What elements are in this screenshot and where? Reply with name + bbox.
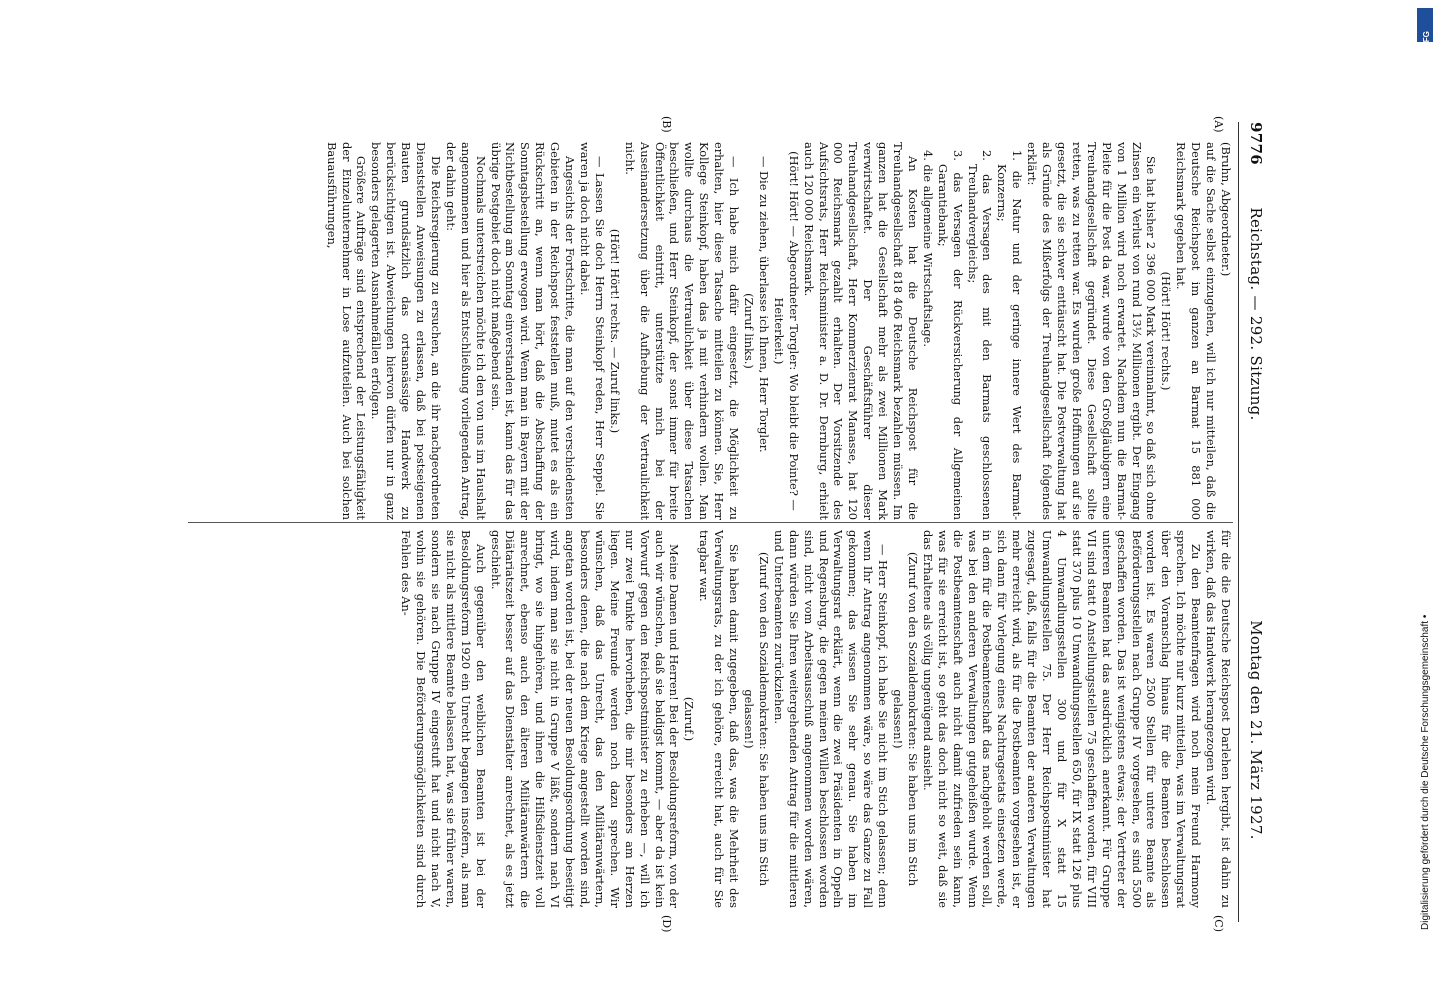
session-title: Reichstag. — 292. Sitzung.: [1247, 207, 1265, 421]
margin-marker-d: (D): [660, 915, 673, 933]
paragraph: Nochmals unterstreichen möchte ich den von uns im Haushalt angenommenen und hier als Entschließung vorliegenden Antrag, der dahin geht:: [443, 142, 488, 520]
paragraph: — Ich habe mich dafür eingesetzt, die Möglichkeit zu erhalten, hier diese Tatsache mitteilen zu können. Sie, Herr Kollege Steinkopf, haben das ja mit verhindern wollen. Man wollte durchaus die Vertraulichkeit über diese Tatsachen beschließen, und Herr Steinkopf, der sonst immer für breite Öffentlichkeit eintritt, unterstützte mich bei der Auseinandersetzung über die Aufhebung der Vertraulichkeit nicht.: [622, 142, 742, 520]
paragraph: Angesichts der Fortschritte, die man auf den verschiedensten Gebieten in der Reichspost feststellen muß, mutet es als ein Rückschritt an, wenn man hört, daß die Abschaffung der Sonntagsbestellung erwogen wird. Wenn man in Bayern mit der Nichtbestellung am Sonntag einverstanden ist, kann das für das übrige Postgebiet doch nicht maßgebend sein.: [488, 142, 578, 520]
list-item: 1. die Natur und der geringe innere Wert des Barmat-Konzerns;: [995, 150, 1025, 520]
paragraph: Zu den Beamtenfragen wird noch mein Freund Harmony sprechen. Ich möchte nur kurz mitteilen, was im Verwaltungsrat über den Voranschlag hinaus für die Beamten beschlossen worden ist. Es waren 2500 Stellen für untere Beamte als Beförderungsstellen nach Gruppe IV vorgesehen, es sind 5500 geschaffen worden. Das ist wenigstens etwas; der Vertreter der unteren Beamten hat das ausdrücklich anerkannt. Für Gruppe VII sind statt 0 Anstellungsstellen 75 geschaffen worden, für VIII statt 370 plus 10 Umwandlungsstellen 650, für IX statt 126 plus 4 Umwandlungsstellen 300 und für X statt 15 Umwandlungsstellen 75. Der Herr Reichspostminister hat zugesagt, daß, falls für die Beamten der anderen Verwaltungen mehr erreicht wird, als für die Postbeamten vorgesehen ist, er sich dann für Vorlegung eines Nachtragsetats einsetzen werde, in dem für die Postbeamtenschaft das nachgeholt werden soll, was bei den anderen Verwaltungen gutgeheißen wurde. Wenn die Postbeamtenschaft auch nicht damit zufrieden sein kann, was für sie erreicht ist, so geht das doch nicht so weit, daß sie das Erhaltene als völlig ungenügend ansieht.: [920, 530, 1204, 908]
interjection: (Zuruf links.): [742, 293, 756, 369]
list-item: 3. das Versagen der Rückversicherung der Allgemeinen Garantiebank;: [935, 150, 965, 520]
interjection: (Hört! Hört! — Abgeordneter Torgler: Wo bleibt die Pointe? — Heiterkeit.): [771, 151, 801, 511]
paragraph: Sie haben damit zugegeben, daß das, was die Mehrheit des Verwaltungsrats, zu der ich gehöre, erreicht hat, auch für Sie tragbar war.: [697, 530, 742, 908]
paragraph: — Die zu ziehen, überlasse ich Ihnen, Herr Torgler.: [756, 156, 771, 453]
paragraph: Sie hat bisher 2 396 000 Mark vereinnahmt, so daß sich ohne Zinsen ein Verlust von rund 13½ Millionen ergibt. Der Eingang von 1 Million wird noch erwartet. Nachdem nun die Barmat-Pleite für die Post da war, wurde von den Großgläubigern eine Treuhandgesellschaft gegründet. Diese Gesellschaft sollte retten, was zu retten war. Es wurden große Hoffnungen auf sie gesetzt, die sie schwer enttäuscht hat. Die Postverwaltung hat als Gründe des Mißerfolgs der Treuhandgesellschaft folgendes erklärt:: [1025, 142, 1159, 520]
interjection: (Hört! Hört! rechts.): [1159, 271, 1174, 391]
interjection: (Zuruf.): [682, 696, 697, 742]
margin-marker-b: (B): [660, 116, 673, 133]
digitization-credit: Digitalisierung gefördert durch die Deutsche Forschungsgemeinschaft •: [1420, 614, 1431, 930]
paragraph: — Lassen Sie doch Herrn Steinkopf reden, Herr Seppel. Sie waren ja doch nicht dabei.: [578, 142, 607, 520]
paragraph: (Bruhn, Abgeordneter.): [1219, 142, 1233, 277]
page-number: 9776: [1247, 122, 1265, 165]
interjection: (Zuruf von den Sozialdemokraten: Sie haben uns im Stich gelassen!): [891, 551, 920, 887]
session-date: Montag den 21. März 1927.: [1247, 620, 1265, 840]
paragraph: Auch gegenüber den weiblichen Beamten ist bei der Besoldungsreform 1920 ein Unrecht begangen insofern, als man sie nicht als mittlere Beamte belassen hat, was sie früher waren, sondern sie nach Gruppe IV eingestuft hat und nicht nach V, wohin sie gehören. Die Beförderungsmöglichkeiten sind durch Fehlen des An-: [399, 530, 488, 908]
margin-marker-c: (C): [1212, 915, 1225, 932]
list-item: 2. das Versagen des mit den Barmats geschlossenen Treuhandvergleichs;: [965, 150, 995, 520]
margin-marker-a: (A): [1212, 116, 1225, 133]
column-divider: [188, 522, 1233, 523]
right-column: [398, 530, 1233, 908]
left-column: [324, 142, 1233, 520]
list-item: 4. die allgemeine Wirtschaftslage.: [920, 150, 935, 348]
paragraph: für die die Deutsche Reichspost Darlehen hergibt, ist dahin zu wirken, daß das Handwerk herangezogen wird.: [1204, 530, 1233, 908]
dfg-sidebar: [1416, 0, 1434, 1000]
printed-page: [184, 116, 1269, 933]
page-header: [1239, 122, 1269, 922]
paragraph: Die Reichsregierung zu ersuchen, an die ihr nachgeordneten Dienststellen Anweisungen zu erlassen, daß bei postseigenen Bauten grundsätzlich das ortsansässige Handwerk zu berücksichtigen ist. Abweichungen hiervon dürfen nur in ganz besonders gelagerten Ausnahmefällen erfolgen.: [369, 142, 443, 520]
interjection: (Zuruf von den Sozialdemokraten: Sie haben uns im Stich gelassen!): [742, 551, 771, 887]
paragraph: — Herr Steinkopf, ich habe Sie nicht im Stich gelassen; denn wenn Ihr Antrag angenommen wäre, so wäre das Ganze zu Fall gekommen; das wissen Sie sehr genau. Sie haben im Verwaltungsrat erklärt, wenn die zwei Präsidenten in Oppeln und Regensburg, die gegen meinen Willen beschlossen worden sind, nicht vom Arbeitsausschuß angenommen worden wären, dann würden Sie Ihren weitergehenden Antrag für die mittleren und Unterbeamten zurückziehen.: [771, 530, 891, 908]
paragraph: An Kosten hat die Deutsche Reichspost für die Treuhandgesellschaft 818 406 Reichsmark bezahlen müssen. Im ganzen hat die Gesellschaft mehr als zwei Millionen Mark verwirtschaftet. Der Geschäftsführer dieser Treuhandgesellschaft, Herr Kommerzienrat Manasse, hat 120 000 Reichsmark gezahlt erhalten. Der Vorsitzende des Aufsichtsrats, Herr Reichsminister a. D. Dr. Dernburg, erhielt auch 120 000 Reichsmark.: [801, 142, 920, 520]
header-rule: [1238, 122, 1239, 922]
paragraph: Größere Aufträge sind entsprechend der Leistungsfähigkeit der Einzelunternehmer in Lose aufzuteilen. Auch bei solchen Bauausführungen,: [324, 142, 369, 520]
dfg-logo: DFG: [1417, 8, 1433, 42]
paragraph: auf die Sache selbst einzugehen, will ich nur mitteilen, daß die Deutsche Reichspost im ganzen an Barmat 15 881 000 Reichsmark gegeben hat.: [1174, 142, 1219, 520]
interjection: (Hört! Hört! rechts. — Zuruf links.): [607, 228, 622, 434]
paragraph: Meine Damen und Herren! Bei der Besoldungsreform, von der auch wir wünschen, daß sie baldigst kommt, — aber da ist kein Vorwurf gegen den Reichspostminister zu erheben —, will ich nur zwei Punkte hervorheben, die mir besonders am Herzen liegen. Meine Freunde werden noch dazu sprechen. Wir wünschen, daß das Unrecht, das den Militäranwärtern, besonders denen, die nach dem Kriege angestellt worden sind, angetan worden ist, bei der neuen Besoldungsordnung beseitigt wird, indem man sie nicht in Gruppe V läßt, sondern nach VI bringt, wo sie hingehören, und ihnen die Hilfsdienstzeit voll anrechnet, ebenso auch den älteren Militäranwärtern die Diätariatszeit besser auf das Dienstalter anrechnet, als es jetzt geschieht.: [488, 530, 682, 908]
